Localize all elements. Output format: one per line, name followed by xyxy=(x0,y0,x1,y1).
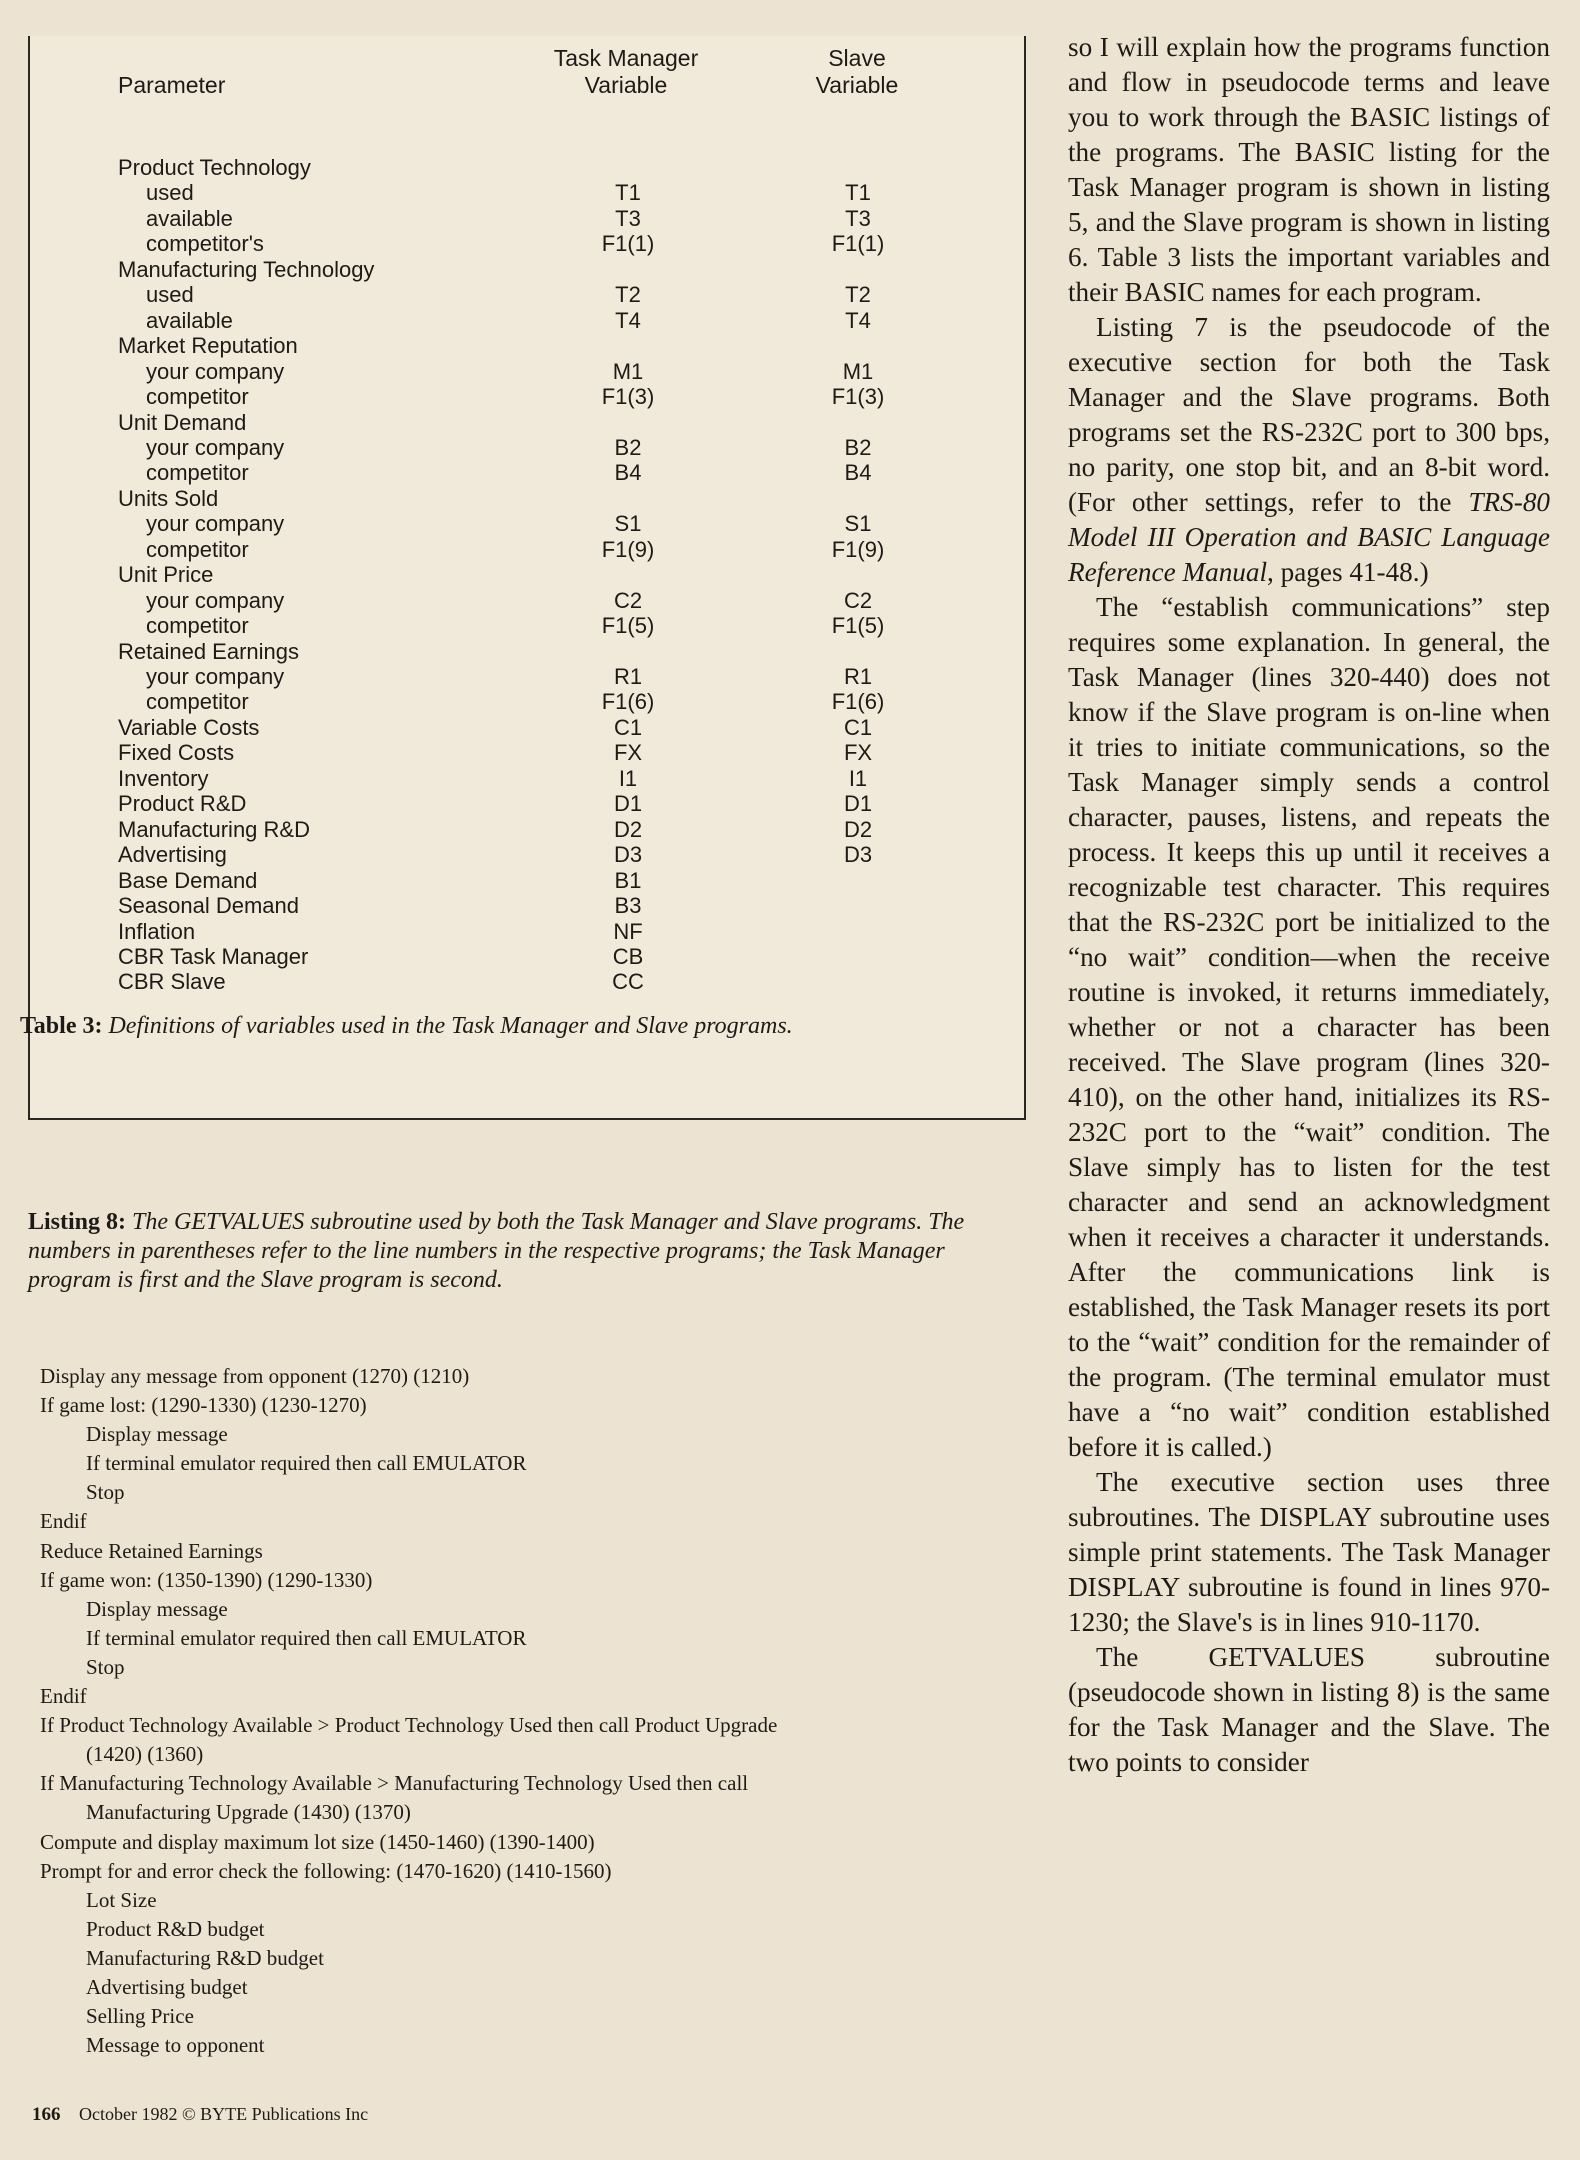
paragraph-2 xyxy=(1068,310,1550,590)
listing-8-label: Listing 8: xyxy=(28,1209,127,1235)
task-manager-variable: B1 xyxy=(614,867,642,893)
task-manager-variable: D1 xyxy=(613,791,643,817)
slave-variable: F1(1) xyxy=(831,231,885,257)
task-manager-variable: T2 xyxy=(615,282,641,308)
code-line: If game lost: (1290-1330) (1230-1270) xyxy=(40,1393,367,1418)
code-line: Lot Size xyxy=(86,1887,157,1912)
code-line: If terminal emulator required then call EMULATOR xyxy=(86,1625,527,1650)
table-3-caption-label: Table 3: xyxy=(20,1013,103,1039)
parameter-name: Retained Earnings xyxy=(118,638,300,664)
paragraph-4: The executive section uses three subroutines. The DISPLAY subroutine uses simple print statements. The Task Manager DISPLAY subroutine is found in lines 970-1230; the Slave's is in lines 910-1170. xyxy=(1068,1467,1550,1637)
parameter-name: Seasonal Demand xyxy=(118,893,300,919)
task-manager-variable: FX xyxy=(613,740,643,766)
parameter-name: your company xyxy=(146,511,285,537)
header-parameter: Parameter xyxy=(118,72,226,98)
task-manager-variable: T3 xyxy=(615,205,641,231)
code-line: Manufacturing R&D budget xyxy=(86,1945,324,1970)
slave-variable: I1 xyxy=(848,765,868,791)
parameter-name: Market Reputation xyxy=(118,333,298,359)
task-manager-variable: F1(1) xyxy=(601,231,655,257)
page-number: 166 xyxy=(32,2104,61,2125)
slave-variable: B4 xyxy=(844,460,872,486)
task-manager-variable: F1(3) xyxy=(601,384,655,410)
parameter-name: Product R&D xyxy=(118,791,247,817)
task-manager-variable: T4 xyxy=(615,307,641,333)
parameter-name: Product Technology xyxy=(118,155,311,180)
code-line: Stop xyxy=(86,1480,125,1505)
table-3-caption-text: Definitions of variables used in the Task Manager and Slave programs. xyxy=(108,1013,793,1039)
listing-8-caption-text: The GETVALUES subroutine used by both the Task Manager and Slave programs. The numbers in parentheses refer to the line numbers in the respective programs; the Task Manager program is first and the Slave program is second. xyxy=(28,1209,965,1293)
slave-variable: F1(3) xyxy=(831,384,885,410)
slave-variable: D3 xyxy=(843,842,873,868)
parameter-name: competitor xyxy=(146,384,249,410)
parameter-name: available xyxy=(146,307,233,333)
slave-variable: T3 xyxy=(845,205,871,231)
code-line: (1420) (1360) xyxy=(86,1742,204,1767)
paragraph-1: so I will explain how the programs function and flow in pseudocode terms and leave you to work through the BASIC listings of the programs. The BASIC listing for the Task Manager program is shown in listing 5, and the Slave program is shown in listing 6. Table 3 lists the important variables and their BASIC names for each program. xyxy=(1068,32,1550,307)
parameter-name: Manufacturing R&D xyxy=(118,816,310,842)
slave-variable: S1 xyxy=(844,511,872,537)
task-manager-variable: CB xyxy=(612,943,644,969)
parameter-name: your company xyxy=(146,358,285,384)
slave-variable: T4 xyxy=(845,307,871,333)
parameter-name: Manufacturing Technology xyxy=(118,256,375,282)
code-line: Prompt for and error check the following: (1470-1620) (1410-1560) xyxy=(40,1858,612,1883)
task-manager-variable: M1 xyxy=(612,358,644,384)
parameter-name: competitor xyxy=(146,460,249,486)
task-manager-variable: B4 xyxy=(614,460,642,486)
task-manager-variable: F1(5) xyxy=(601,613,655,639)
slave-variable: C2 xyxy=(843,587,873,613)
parameter-name: Advertising xyxy=(118,842,227,868)
code-line: Product R&D budget xyxy=(86,1916,265,1941)
slave-variable: R1 xyxy=(843,664,873,689)
header-task-manager-variable: Task Manager Variable xyxy=(553,45,699,98)
parameter-name: Unit Price xyxy=(118,562,214,588)
code-line: Display any message from opponent (1270) (1210) xyxy=(40,1364,470,1388)
parameter-name: competitor's xyxy=(146,231,264,257)
code-line: Compute and display maximum lot size (1450-1460) (1390-1400) xyxy=(40,1829,595,1854)
paragraph-3: The “establish communications” step requires some explanation. In general, the Task Manager (lines 320-440) does not know if the Slave program is on-line when it tries to initiate communications, so the Task Manager simply sends a control character, pauses, listens, and repeats the process. It keeps this up until it receives a recognizable test character. This requires that the RS-232C port be initialized to the “no wait” condition—when the receive routine is invoked, it returns immediately, whether or not a character has been received. The Slave program (lines 320-410), on the other hand, initializes its RS-232C port to the “wait” condition. The Slave simply has to listen for the test character and send an acknowledgment when it receives a character it understands. After the communications link is established, the Task Manager resets its port to the “wait” condition for the remainder of the program. (The terminal emulator must have a “no wait” condition established before it is called.) xyxy=(1068,592,1550,1462)
header-slave-variable: Slave Variable xyxy=(815,45,899,98)
paragraph-2-end: , pages 41-48.) xyxy=(1267,557,1429,587)
slave-variable: T2 xyxy=(845,282,871,308)
task-manager-variable: B2 xyxy=(614,434,642,460)
task-manager-variable: C1 xyxy=(613,714,643,740)
code-line: If terminal emulator required then call EMULATOR xyxy=(86,1451,527,1476)
code-line: Display message xyxy=(86,1422,228,1447)
parameter-name: competitor xyxy=(146,613,249,639)
code-line: Manufacturing Upgrade (1430) (1370) xyxy=(86,1800,411,1825)
table-3 xyxy=(28,36,1026,1120)
code-line: If Product Technology Available > Product Technology Used then call Product Upgrade xyxy=(40,1713,778,1738)
parameter-name: Inventory xyxy=(118,765,209,791)
task-manager-variable: F1(6) xyxy=(601,689,655,715)
listing-8-caption xyxy=(28,1208,1018,1295)
task-manager-variable: T1 xyxy=(615,180,641,206)
code-line: Advertising budget xyxy=(86,1974,248,1999)
slave-variable: C1 xyxy=(843,714,873,740)
paragraph-5: The GETVALUES subroutine (pseudocode shown in listing 8) is the same for the Task Manager and the Slave. The two points to consider xyxy=(1068,1642,1550,1777)
slave-variable: F1(9) xyxy=(831,536,885,562)
task-manager-variable: I1 xyxy=(618,765,638,791)
slave-variable: D1 xyxy=(843,791,873,817)
page-footer xyxy=(32,2103,368,2126)
parameter-name: available xyxy=(146,205,233,231)
task-manager-variable: CC xyxy=(612,969,644,995)
task-manager-variable: C2 xyxy=(613,587,643,613)
code-line: Stop xyxy=(86,1654,125,1679)
parameter-name: Inflation xyxy=(118,918,196,944)
task-manager-variable: B3 xyxy=(614,893,642,919)
slave-variable: D2 xyxy=(843,816,873,842)
code-line: If Manufacturing Technology Available > Manufacturing Technology Used then call xyxy=(40,1771,749,1796)
code-line: Endif xyxy=(40,1684,87,1709)
parameter-name: Unit Demand xyxy=(118,409,247,435)
publication-line: October 1982 © BYTE Publications Inc xyxy=(79,2104,369,2124)
slave-variable: T1 xyxy=(845,180,871,206)
code-line: Display message xyxy=(86,1596,228,1621)
code-line: Message to opponent xyxy=(86,2033,265,2058)
task-manager-variable: R1 xyxy=(613,664,643,689)
parameter-name: competitor xyxy=(146,689,249,715)
slave-variable: M1 xyxy=(842,358,874,384)
parameter-name: Base Demand xyxy=(118,867,258,893)
task-manager-variable: S1 xyxy=(614,511,642,537)
body-text-column xyxy=(1068,30,1550,1780)
parameter-name: Fixed Costs xyxy=(118,740,235,766)
parameter-name: your company xyxy=(146,434,285,460)
task-manager-variable: NF xyxy=(613,918,643,944)
slave-variable: F1(6) xyxy=(831,689,885,715)
code-line: Reduce Retained Earnings xyxy=(40,1538,263,1563)
task-manager-variable: D2 xyxy=(613,816,643,842)
parameter-name: Variable Costs xyxy=(118,714,260,740)
slave-variable: FX xyxy=(843,740,873,766)
manual-reference: TRS-80 Model III Operation and BASIC Language Reference Manual xyxy=(1068,487,1550,587)
code-line: Endif xyxy=(40,1509,87,1534)
table-3-caption xyxy=(20,1012,793,1040)
parameter-name: your company xyxy=(146,664,285,689)
task-manager-variable: F1(9) xyxy=(601,536,655,562)
parameter-name: Units Sold xyxy=(118,485,219,511)
parameter-name: CBR Slave xyxy=(118,969,226,995)
parameter-name: CBR Task Manager xyxy=(118,943,309,969)
task-manager-variable: D3 xyxy=(613,842,643,868)
parameter-name: used xyxy=(146,180,194,206)
paragraph-2-start: Listing 7 is the pseudocode of the executive section for both the Task Manager and the Slave programs. Both programs set the RS-232C port to 300 bps, no parity, one stop bit, and an 8-bit word. (For other settings, refer to the xyxy=(1068,312,1550,517)
slave-variable: F1(5) xyxy=(831,613,885,639)
code-line: Selling Price xyxy=(86,2004,194,2029)
parameter-name: competitor xyxy=(146,536,249,562)
parameter-name: used xyxy=(146,282,194,308)
parameter-name: your company xyxy=(146,587,285,613)
slave-variable: B2 xyxy=(844,434,872,460)
listing-8-code xyxy=(40,1362,1020,2060)
code-line: If game won: (1350-1390) (1290-1330) xyxy=(40,1567,373,1592)
